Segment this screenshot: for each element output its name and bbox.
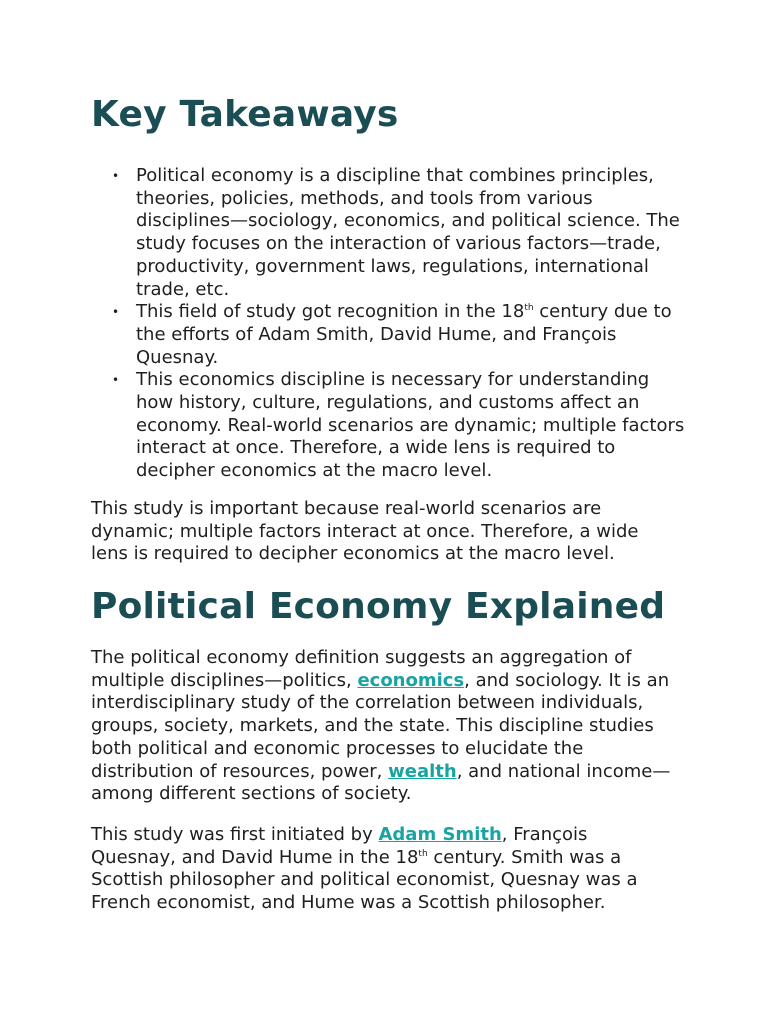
definition-paragraph bbox=[91, 647, 681, 806]
economics-link[interactable]: economics bbox=[357, 669, 465, 691]
bullet-icon: • bbox=[112, 305, 120, 320]
paragraph-text: , and national income—among different sections of society. bbox=[91, 760, 671, 805]
bullet-icon: • bbox=[112, 373, 120, 388]
list-item-text-before: This field of study got recognition in the 18 bbox=[136, 301, 525, 323]
wealth-link[interactable]: wealth bbox=[388, 760, 457, 782]
list-item-text: Political economy is a discipline that combines principles, theories, policies, methods, and tools from various disciplines—sociology, economics, and political science. The study focuses on the interaction of various factors—trade, productivity, government laws, regulations, international trade, etc. bbox=[136, 165, 680, 300]
paragraph-text: century. Smith was a Scottish philosopher and political economist, Quesnay was a French economist, and Hume was a Scottish philosopher. bbox=[91, 846, 638, 914]
paragraph-text: This study was first initiated by bbox=[91, 824, 379, 845]
paragraph-text: , François Quesnay, and David Hume in the 18 bbox=[91, 824, 588, 868]
superscript-th: th bbox=[524, 303, 534, 314]
list-item bbox=[91, 165, 691, 301]
adam-smith-link[interactable]: Adam Smith bbox=[378, 824, 502, 845]
importance-paragraph: This study is important because real-world scenarios are dynamic; multiple factors interact at once. Therefore, a wide lens is required to decipher economics at the macro level. bbox=[91, 498, 639, 565]
history-paragraph bbox=[91, 824, 671, 915]
superscript-th: th bbox=[418, 848, 428, 859]
key-takeaways-list bbox=[91, 165, 691, 483]
paragraph-text: The political economy definition suggests an aggregation of multiple disciplines—politics, bbox=[91, 647, 632, 691]
list-item-text: This economics discipline is necessary for understanding how history, culture, regulations, and customs affect an economy. Real-world scenarios are dynamic; multiple factors interact at once. Therefore, a wide lens is required to decipher economics at the macro level. bbox=[136, 369, 685, 482]
bullet-icon: • bbox=[112, 169, 120, 183]
political-economy-explained-heading: Political Economy Explained bbox=[91, 586, 666, 627]
paragraph-text: , and sociology. It is an interdisciplinary study of the correlation between individuals, groups, society, markets, and the state. This discipline studies both political and economic processes to elucidate the distribution of resources, power, bbox=[91, 669, 670, 782]
list-item bbox=[91, 369, 691, 483]
key-takeaways-heading: Key Takeaways bbox=[91, 94, 399, 135]
list-item-text-after: century due to the efforts of Adam Smith, David Hume, and François Quesnay. bbox=[136, 301, 672, 368]
list-item bbox=[91, 301, 691, 369]
